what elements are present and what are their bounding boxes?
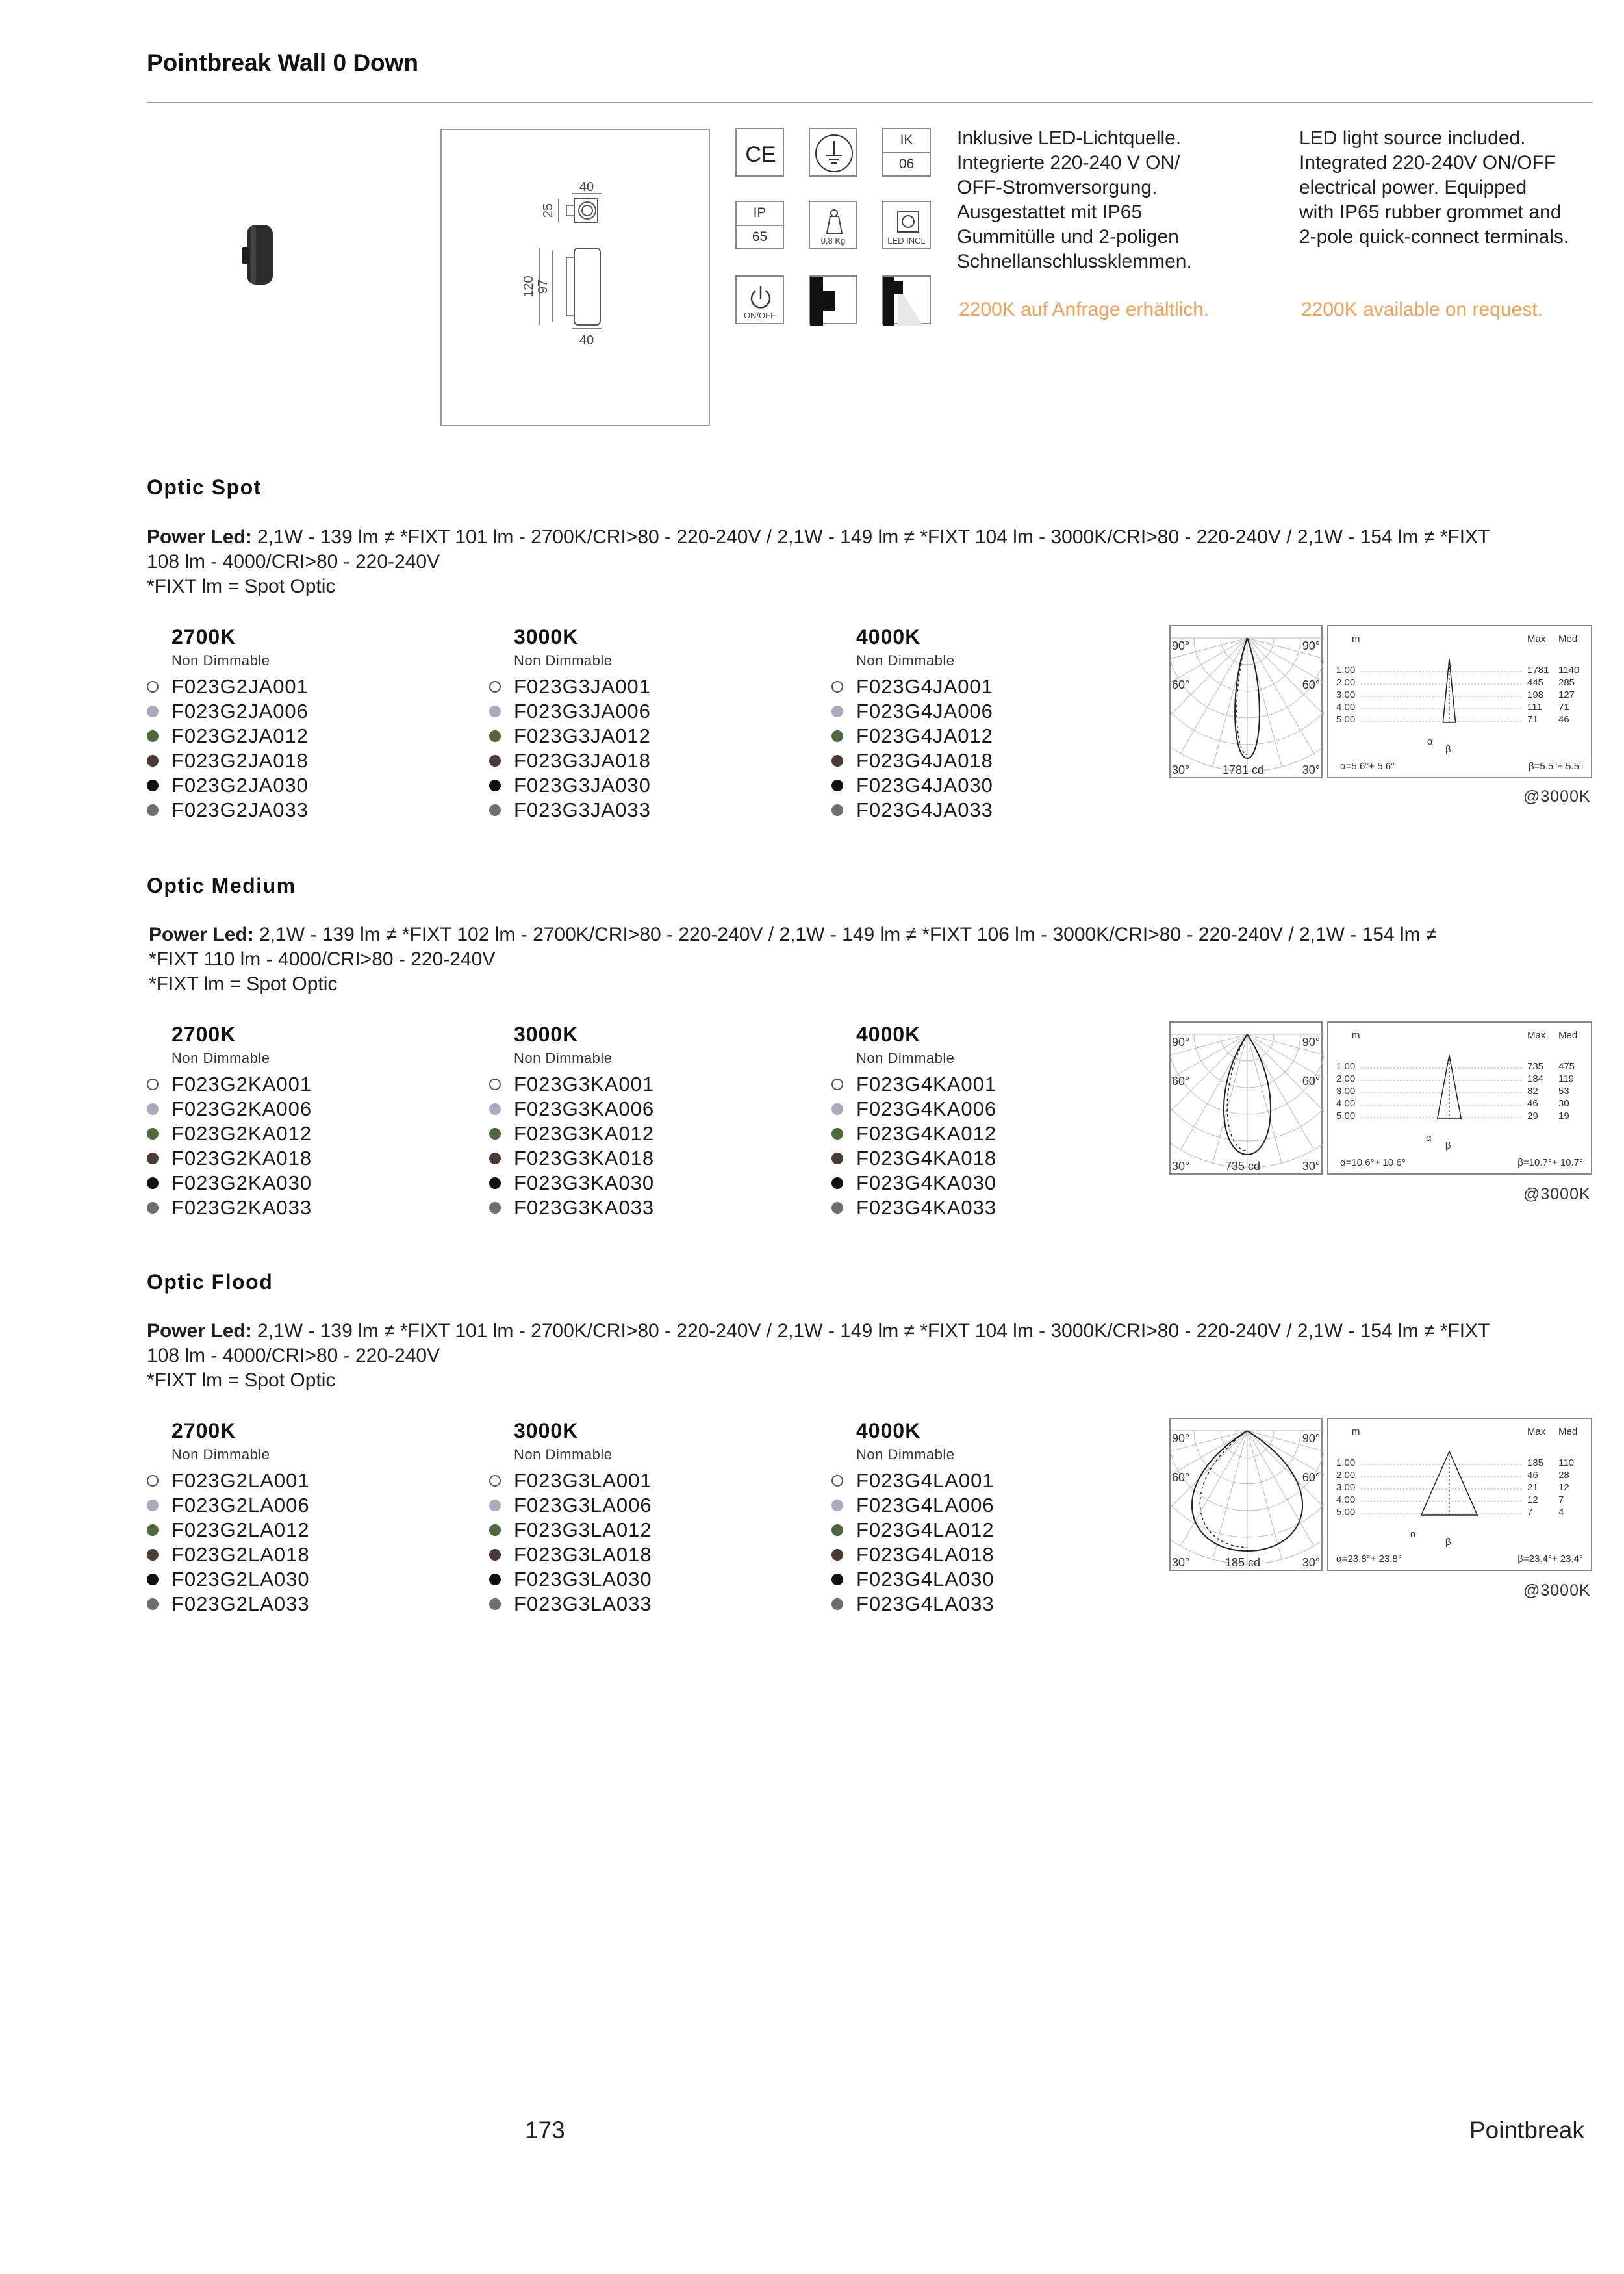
polar-chart bbox=[1171, 1419, 1324, 1572]
product-code-row: F023G2LA030 bbox=[147, 1567, 472, 1592]
product-code-row: F023G3JA018 bbox=[489, 748, 814, 773]
cone-max-col: 1781 445 198 111 71 bbox=[1527, 665, 1549, 725]
reference-cct: @3000K bbox=[1523, 1185, 1591, 1203]
cone-chart bbox=[1328, 1023, 1593, 1176]
polar-label-30-right: 30° bbox=[1302, 1160, 1320, 1173]
product-code-row: F023G4KA018 bbox=[831, 1146, 1156, 1171]
color-swatch-grey bbox=[489, 1500, 501, 1511]
dimming-label: Non Dimmable bbox=[514, 652, 613, 669]
cct-heading: 2700K bbox=[171, 1419, 236, 1442]
dimming-label: Non Dimmable bbox=[856, 1446, 955, 1463]
weight-icon bbox=[809, 201, 857, 249]
cone-head-max: Max bbox=[1527, 1030, 1546, 1041]
cone-head-med: Med bbox=[1558, 633, 1578, 645]
polar-label-60-right: 60° bbox=[1302, 1075, 1320, 1088]
color-swatch-anthracite bbox=[489, 1202, 501, 1214]
cct-column-2700k bbox=[147, 1023, 472, 1220]
product-code-row: F023G4JA030 bbox=[831, 773, 1156, 798]
color-swatch-black bbox=[489, 780, 501, 791]
product-code-row: F023G4JA018 bbox=[831, 748, 1156, 773]
cct-heading: 3000K bbox=[514, 1419, 579, 1442]
cct-column-2700k bbox=[147, 1419, 472, 1616]
cct-column-3000k bbox=[489, 625, 814, 823]
product-code-row: F023G4LA018 bbox=[831, 1542, 1156, 1567]
polar-label-60-right: 60° bbox=[1302, 678, 1320, 691]
product-code-row: F023G2JA006 bbox=[147, 699, 472, 724]
polar-grid-ray bbox=[1247, 1431, 1282, 1559]
description-de: Inklusive LED-Lichtquelle. Integrierte 220-240 V ON/ OFF-Stromversorgung. Ausgestattet mit IP65 Gummitülle und 2-poligen Schnellanschlussklemmen. bbox=[957, 127, 1192, 272]
product-code-row: F023G4LA001 bbox=[831, 1468, 1156, 1493]
color-swatch-grey bbox=[489, 1103, 501, 1115]
product-code-row: F023G3LA006 bbox=[489, 1493, 814, 1518]
product-code-row: F023G3JA030 bbox=[489, 773, 814, 798]
color-swatch-green bbox=[831, 1524, 843, 1536]
color-swatch-grey bbox=[489, 706, 501, 717]
cone-distance-col: 1.00 2.00 3.00 4.00 5.00 bbox=[1336, 1457, 1356, 1518]
cct-heading: 3000K bbox=[514, 625, 579, 648]
polar-chart bbox=[1171, 1023, 1324, 1176]
polar-grid-ray bbox=[1247, 638, 1314, 754]
product-code-row: F023G4KA033 bbox=[831, 1195, 1156, 1220]
cct-heading: 2700K bbox=[171, 625, 236, 648]
color-swatch-green bbox=[831, 1128, 843, 1140]
onoff-label: ON/OFF bbox=[743, 311, 776, 320]
dimming-label: Non Dimmable bbox=[856, 652, 955, 669]
color-swatch-black bbox=[147, 1177, 159, 1189]
product-code-row: F023G3KA033 bbox=[489, 1195, 814, 1220]
color-swatch-black bbox=[489, 1177, 501, 1189]
cone-beta-angle: β=10.7°+ 10.7° bbox=[1517, 1157, 1583, 1168]
cone-alpha-angle: α=5.6°+ 5.6° bbox=[1340, 761, 1395, 772]
polar-label-30-left: 30° bbox=[1172, 1556, 1190, 1569]
cone-beta-angle: β=23.4°+ 23.4° bbox=[1517, 1553, 1583, 1565]
dimming-label: Non Dimmable bbox=[514, 1050, 613, 1066]
surface-mount-icon bbox=[809, 275, 857, 324]
polar-label-90-left: 90° bbox=[1172, 1432, 1190, 1445]
color-swatch-grey bbox=[147, 706, 159, 717]
led-included-icon bbox=[882, 201, 931, 249]
color-swatch-brown bbox=[147, 1549, 159, 1561]
polar-label-90-left: 90° bbox=[1172, 1036, 1190, 1049]
polar-peak-intensity: 185 cd bbox=[1225, 1556, 1261, 1569]
product-code-row: F023G2KA001 bbox=[147, 1072, 472, 1097]
cone-max-col: 185 46 21 12 7 bbox=[1527, 1457, 1544, 1518]
polar-label-30-left: 30° bbox=[1172, 1160, 1190, 1173]
product-code-row: F023G4KA006 bbox=[831, 1097, 1156, 1121]
cct-heading: 4000K bbox=[856, 1419, 921, 1442]
product-code-row: F023G4LA006 bbox=[831, 1493, 1156, 1518]
polar-grid-ray bbox=[1247, 1431, 1314, 1546]
polar-label-30-right: 30° bbox=[1302, 1556, 1320, 1569]
cone-med-col: 475 119 53 30 19 bbox=[1558, 1061, 1575, 1121]
color-swatch-green bbox=[147, 730, 159, 742]
ce-mark-icon bbox=[735, 128, 784, 177]
polar-label-90-right: 90° bbox=[1302, 1432, 1320, 1445]
product-code-row: F023G2KA012 bbox=[147, 1121, 472, 1146]
earth-ground-icon bbox=[809, 128, 857, 177]
page-title: Pointbreak Wall 0 Down bbox=[147, 49, 419, 76]
polar-label-30-left: 30° bbox=[1172, 763, 1190, 776]
product-code-row: F023G2LA033 bbox=[147, 1592, 472, 1616]
dim-width-top: 40 bbox=[579, 180, 594, 194]
color-swatch-anthracite bbox=[831, 804, 843, 816]
polar-diagram-medium bbox=[1169, 1021, 1323, 1175]
product-code-row: F023G4JA006 bbox=[831, 699, 1156, 724]
note-2200k-en: 2200K available on request. bbox=[1301, 299, 1543, 320]
color-swatch-grey bbox=[831, 1500, 843, 1511]
cct-column-4000k bbox=[831, 1023, 1156, 1220]
cone-chart bbox=[1328, 1419, 1593, 1572]
color-swatch-white bbox=[489, 681, 501, 693]
color-swatch-white bbox=[489, 1475, 501, 1487]
weight-label: 0,8 Kg bbox=[820, 236, 846, 246]
polar-grid-ray bbox=[1247, 1034, 1282, 1163]
downlight-beam-icon bbox=[882, 275, 931, 324]
cct-column-3000k bbox=[489, 1023, 814, 1220]
dimming-label: Non Dimmable bbox=[514, 1446, 613, 1463]
color-swatch-black bbox=[489, 1574, 501, 1585]
dim-total: 120 bbox=[522, 275, 536, 298]
color-swatch-black bbox=[831, 1177, 843, 1189]
product-code-row: F023G3LA001 bbox=[489, 1468, 814, 1493]
polar-label-90-left: 90° bbox=[1172, 639, 1190, 652]
product-code-row: F023G2JA012 bbox=[147, 724, 472, 748]
color-swatch-black bbox=[831, 780, 843, 791]
cct-column-4000k bbox=[831, 1419, 1156, 1616]
polar-label-60-left: 60° bbox=[1172, 678, 1190, 691]
cct-heading: 4000K bbox=[856, 1023, 921, 1046]
product-code-row: F023G3LA012 bbox=[489, 1518, 814, 1542]
ip-rating-badge bbox=[735, 201, 784, 249]
color-swatch-grey bbox=[831, 1103, 843, 1115]
color-swatch-white bbox=[831, 1079, 843, 1090]
polar-label-60-right: 60° bbox=[1302, 1471, 1320, 1484]
cone-head-m: m bbox=[1352, 1426, 1360, 1437]
color-swatch-white bbox=[147, 1079, 159, 1090]
color-swatch-grey bbox=[831, 706, 843, 717]
product-code-row: F023G2KA033 bbox=[147, 1195, 472, 1220]
power-led-spot: Power Led: 2,1W - 139 lm ≠ *FIXT 101 lm - 2700K/CRI>80 - 220-240V / 2,1W - 149 lm ≠ *FIXT 104 lm - 3000K/CRI>80 - 220-240V / 2,1W - 154 lm ≠ *FIXT 108 lm - 4000/CRI>80 - 220-240V *FIXT lm = Spot Optic bbox=[147, 526, 1490, 597]
polar-chart bbox=[1171, 626, 1324, 780]
polar-label-90-right: 90° bbox=[1302, 1036, 1320, 1049]
cone-head-med: Med bbox=[1558, 1030, 1578, 1041]
cct-column-4000k bbox=[831, 625, 1156, 823]
color-swatch-green bbox=[489, 1128, 501, 1140]
dimming-label: Non Dimmable bbox=[171, 1050, 270, 1066]
color-swatch-white bbox=[831, 1475, 843, 1487]
color-swatch-green bbox=[489, 730, 501, 742]
color-swatch-black bbox=[831, 1574, 843, 1585]
cone-head-max: Max bbox=[1527, 633, 1546, 645]
svg-text:CE: CE bbox=[745, 142, 776, 167]
color-swatch-anthracite bbox=[489, 1598, 501, 1610]
product-code-row: F023G3JA006 bbox=[489, 699, 814, 724]
ik-rating-badge bbox=[882, 128, 931, 177]
product-code-row: F023G2JA001 bbox=[147, 674, 472, 699]
product-code-row: F023G2KA018 bbox=[147, 1146, 472, 1171]
dimming-label: Non Dimmable bbox=[856, 1050, 955, 1066]
product-code-row: F023G3LA018 bbox=[489, 1542, 814, 1567]
cone-med-col: 1140 285 127 71 46 bbox=[1558, 665, 1580, 725]
product-code-row: F023G2LA006 bbox=[147, 1493, 472, 1518]
color-swatch-brown bbox=[831, 755, 843, 767]
product-image bbox=[239, 221, 281, 288]
product-code-row: F023G2JA030 bbox=[147, 773, 472, 798]
color-swatch-white bbox=[831, 681, 843, 693]
color-swatch-brown bbox=[489, 755, 501, 767]
cert-icons bbox=[735, 128, 930, 329]
product-code-row: F023G4JA012 bbox=[831, 724, 1156, 748]
polar-label-60-left: 60° bbox=[1172, 1471, 1190, 1484]
led-included-label: LED INCL bbox=[887, 236, 926, 246]
section-title-medium: Optic Medium bbox=[147, 874, 296, 897]
product-code-row: F023G4KA030 bbox=[831, 1171, 1156, 1195]
product-code-row: F023G3JA033 bbox=[489, 798, 814, 823]
cone-max-col: 735 184 82 46 29 bbox=[1527, 1061, 1544, 1121]
color-swatch-grey bbox=[147, 1103, 159, 1115]
color-swatch-anthracite bbox=[147, 804, 159, 816]
dim-small: 25 bbox=[541, 203, 555, 218]
cone-alpha-symbol: α bbox=[1410, 1529, 1416, 1540]
color-swatch-white bbox=[147, 681, 159, 693]
footer-brand: Pointbreak bbox=[1469, 2117, 1584, 2143]
product-code-row: F023G3KA030 bbox=[489, 1171, 814, 1195]
dimming-label: Non Dimmable bbox=[171, 652, 270, 669]
color-swatch-anthracite bbox=[831, 1202, 843, 1214]
product-code-row: F023G2JA033 bbox=[147, 798, 472, 823]
product-code-row: F023G2LA012 bbox=[147, 1518, 472, 1542]
polar-grid-ray bbox=[1213, 1431, 1247, 1559]
cct-heading: 3000K bbox=[514, 1023, 579, 1046]
dimming-label: Non Dimmable bbox=[171, 1446, 270, 1463]
reference-cct: @3000K bbox=[1523, 787, 1591, 806]
cct-heading: 4000K bbox=[856, 625, 921, 648]
polar-peak-intensity: 1781 cd bbox=[1223, 763, 1265, 776]
product-code-row: F023G2KA030 bbox=[147, 1171, 472, 1195]
product-code-row: F023G3LA030 bbox=[489, 1567, 814, 1592]
power-led-medium: Power Led: 2,1W - 139 lm ≠ *FIXT 102 lm - 2700K/CRI>80 - 220-240V / 2,1W - 149 lm ≠ *FIXT 106 lm - 3000K/CRI>80 - 220-240V / 2,1W - 154 lm ≠ *FIXT 110 lm - 4000/CRI>80 - 220-240V *FIXT lm = Spot Optic bbox=[149, 924, 1437, 995]
dim-width-bottom: 40 bbox=[579, 333, 594, 348]
power-on-off-icon bbox=[735, 275, 784, 324]
title-divider bbox=[147, 102, 1593, 103]
polar-diagram-spot bbox=[1169, 625, 1323, 778]
ip-label: IP bbox=[737, 202, 783, 226]
cone-beta-symbol: β bbox=[1445, 1140, 1451, 1151]
cone-beta-symbol: β bbox=[1445, 744, 1451, 755]
product-code-row: F023G3LA033 bbox=[489, 1592, 814, 1616]
product-code-row: F023G3KA001 bbox=[489, 1072, 814, 1097]
cone-med-col: 110 28 12 7 4 bbox=[1558, 1457, 1574, 1518]
note-2200k-de: 2200K auf Anfrage erhältlich. bbox=[959, 299, 1210, 320]
product-code-row: F023G4JA001 bbox=[831, 674, 1156, 699]
cone-head-m: m bbox=[1352, 1030, 1360, 1041]
product-code-row: F023G4KA012 bbox=[831, 1121, 1156, 1146]
dim-body: 97 bbox=[536, 279, 550, 294]
technical-drawing bbox=[440, 129, 710, 426]
ik-label: IK bbox=[883, 129, 930, 153]
product-code-row: F023G3JA001 bbox=[489, 674, 814, 699]
color-swatch-brown bbox=[831, 1549, 843, 1561]
product-code-row: F023G2LA018 bbox=[147, 1542, 472, 1567]
cone-chart bbox=[1328, 626, 1593, 780]
page-number: 173 bbox=[525, 2117, 565, 2143]
product-code-row: F023G4LA012 bbox=[831, 1518, 1156, 1542]
cct-column-3000k bbox=[489, 1419, 814, 1616]
reference-cct: @3000K bbox=[1523, 1581, 1591, 1600]
cone-distance-col: 1.00 2.00 3.00 4.00 5.00 bbox=[1336, 665, 1356, 725]
cone-alpha-symbol: α bbox=[1427, 736, 1433, 747]
color-swatch-black bbox=[147, 780, 159, 791]
product-code-row: F023G3KA006 bbox=[489, 1097, 814, 1121]
description-en: LED light source included. Integrated 220-240V ON/OFF electrical power. Equipped with IP65 rubber grommet and 2-pole quick-connect terminals. bbox=[1299, 127, 1569, 248]
product-code-row: F023G2JA018 bbox=[147, 748, 472, 773]
color-swatch-black bbox=[147, 1574, 159, 1585]
color-swatch-brown bbox=[831, 1153, 843, 1164]
illuminance-cone-spot bbox=[1327, 625, 1592, 778]
cone-alpha-angle: α=10.6°+ 10.6° bbox=[1340, 1157, 1406, 1168]
cone-head-max: Max bbox=[1527, 1426, 1546, 1437]
cone-alpha-angle: α=23.8°+ 23.8° bbox=[1336, 1553, 1402, 1565]
color-swatch-grey bbox=[147, 1500, 159, 1511]
product-code-row: F023G2KA006 bbox=[147, 1097, 472, 1121]
color-swatch-brown bbox=[147, 1153, 159, 1164]
color-swatch-anthracite bbox=[147, 1202, 159, 1214]
cone-head-med: Med bbox=[1558, 1426, 1578, 1437]
color-swatch-white bbox=[147, 1475, 159, 1487]
illuminance-cone-medium bbox=[1327, 1021, 1592, 1175]
ip-value: 65 bbox=[752, 229, 768, 244]
color-swatch-anthracite bbox=[147, 1598, 159, 1610]
product-code-row: F023G2LA001 bbox=[147, 1468, 472, 1493]
color-swatch-white bbox=[489, 1079, 501, 1090]
polar-label-60-left: 60° bbox=[1172, 1075, 1190, 1088]
color-swatch-green bbox=[147, 1524, 159, 1536]
color-swatch-brown bbox=[147, 755, 159, 767]
polar-diagram-flood bbox=[1169, 1418, 1323, 1571]
cone-beta-symbol: β bbox=[1445, 1537, 1451, 1548]
cone-alpha-symbol: α bbox=[1426, 1132, 1432, 1143]
color-swatch-green bbox=[489, 1524, 501, 1536]
color-swatch-green bbox=[147, 1128, 159, 1140]
product-code-row: F023G4LA033 bbox=[831, 1592, 1156, 1616]
power-led-flood: Power Led: 2,1W - 139 lm ≠ *FIXT 101 lm - 2700K/CRI>80 - 220-240V / 2,1W - 149 lm ≠ *FIXT 104 lm - 3000K/CRI>80 - 220-240V / 2,1W - 154 lm ≠ *FIXT 108 lm - 4000/CRI>80 - 220-240V *FIXT lm = Spot Optic bbox=[147, 1320, 1490, 1391]
product-code-row: F023G4KA001 bbox=[831, 1072, 1156, 1097]
color-swatch-anthracite bbox=[831, 1598, 843, 1610]
cone-distance-col: 1.00 2.00 3.00 4.00 5.00 bbox=[1336, 1061, 1356, 1121]
color-swatch-brown bbox=[489, 1549, 501, 1561]
product-code-row: F023G3KA012 bbox=[489, 1121, 814, 1146]
cct-heading: 2700K bbox=[171, 1023, 236, 1046]
cone-beta-angle: β=5.5°+ 5.5° bbox=[1528, 761, 1583, 772]
color-swatch-brown bbox=[489, 1153, 501, 1164]
section-title-flood: Optic Flood bbox=[147, 1270, 273, 1294]
cone-head-m: m bbox=[1352, 633, 1360, 645]
color-swatch-anthracite bbox=[489, 804, 501, 816]
product-code-row: F023G4JA033 bbox=[831, 798, 1156, 823]
product-code-row: F023G4LA030 bbox=[831, 1567, 1156, 1592]
illuminance-cone-flood bbox=[1327, 1418, 1592, 1571]
polar-grid-ray bbox=[1213, 1034, 1247, 1163]
product-code-row: F023G3JA012 bbox=[489, 724, 814, 748]
polar-label-90-right: 90° bbox=[1302, 639, 1320, 652]
product-code-row: F023G3KA018 bbox=[489, 1146, 814, 1171]
cct-column-2700k bbox=[147, 625, 472, 823]
polar-peak-intensity: 735 cd bbox=[1225, 1160, 1261, 1173]
polar-grid-ray bbox=[1181, 1431, 1248, 1546]
color-swatch-green bbox=[831, 730, 843, 742]
section-title-spot: Optic Spot bbox=[147, 476, 262, 499]
polar-label-30-right: 30° bbox=[1302, 763, 1320, 776]
ik-value: 06 bbox=[898, 156, 915, 172]
